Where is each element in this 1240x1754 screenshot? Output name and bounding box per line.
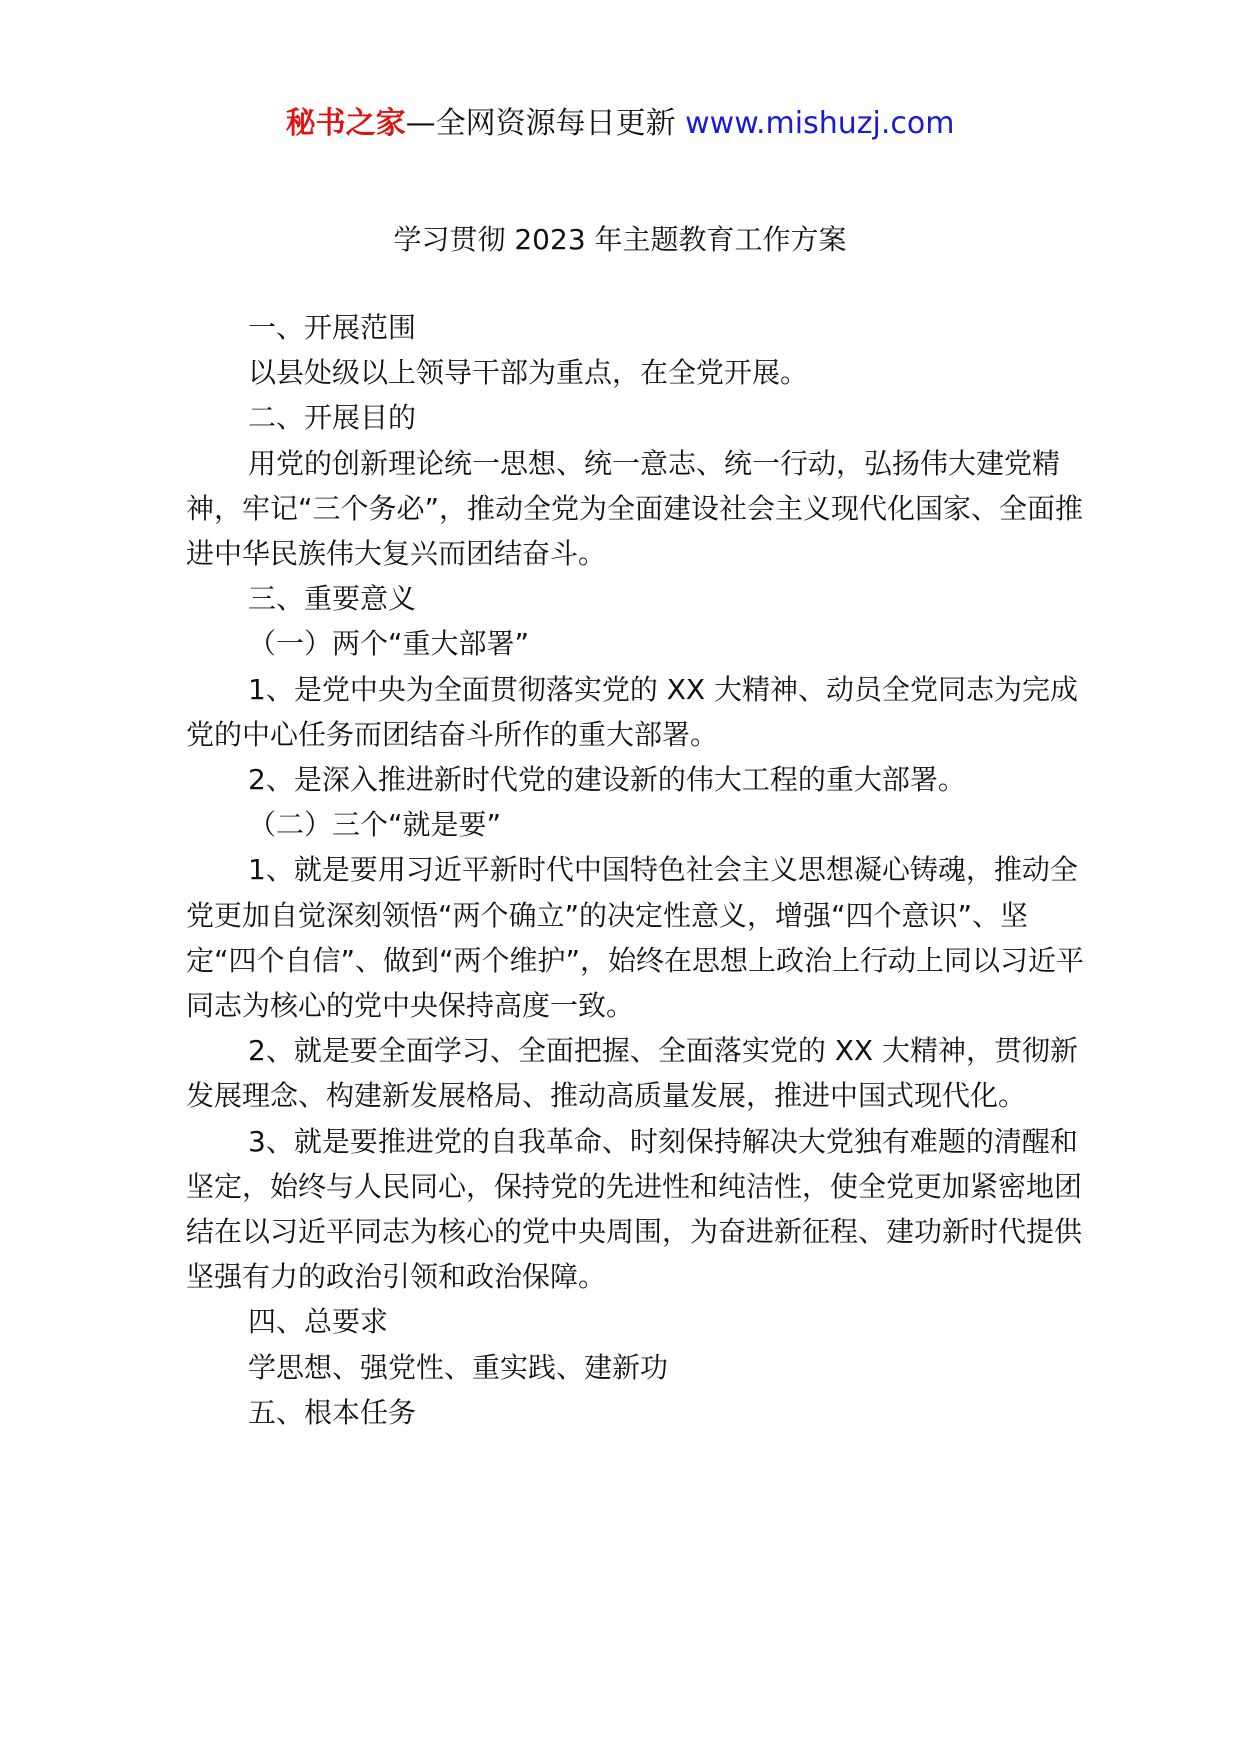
document-title: 学习贯彻 2023 年主题教育工作方案 [393, 223, 847, 256]
site-url-link[interactable]: www.mishuzj.com [685, 106, 955, 141]
document-body [186, 305, 1086, 1435]
paragraph-deployment-1: 1、是党中央为全面贯彻落实党的 XX 大精神、动员全党同志为完成党的中心任务而团结奋斗所作的重大部署。 [186, 672, 1078, 751]
subheading-two-deployments: （一）两个“重大部署” [248, 627, 530, 661]
section-heading-scope: 一、开展范围 [248, 311, 417, 344]
header-tagline: —全网资源每日更新 [405, 106, 686, 141]
paragraph-scope: 以县处级以上领导干部为重点，在全党开展。 [248, 356, 809, 390]
section-heading-significance: 三、重要意义 [248, 582, 417, 616]
section-heading-general-requirements: 四、总要求 [248, 1305, 389, 1339]
paragraph-deployment-2: 2、是深入推进新时代党的建设新的伟大工程的重大部署。 [248, 763, 966, 797]
brand-name: 秘书之家 [285, 106, 406, 141]
paragraph-general-requirements: 学思想、强党性、重实践、建新功 [248, 1350, 669, 1384]
paragraph-must-3: 3、就是要推进党的自我革命、时刻保持解决大党独有难题的清醒和坚定，始终与人民同心，保持党的先进性和纯洁性，使全党更加紧密地团结在以习近平同志为核心的党中央周围，为奋进新征程、建功新时代提供坚强有力的政治引领和政治保障。 [186, 1124, 1083, 1294]
paragraph-must-2: 2、就是要全面学习、全面把握、全面落实党的 XX 大精神，贯彻新发展理念、构建新发展格局、推动高质量发展，推进中国式现代化。 [186, 1034, 1078, 1113]
paragraph-must-1: 1、就是要用习近平新时代中国特色社会主义思想凝心铸魂，推动全党更加自觉深刻领悟“两个确立”的决定性意义，增强“四个意识”、坚定“四个自信”、做到“两个维护”，始终在思想上政治上行动上同以习近平同志为核心的党中央保持高度一致。 [186, 853, 1085, 1023]
site-header [0, 102, 1240, 146]
subheading-three-musts: （二）三个“就是要” [248, 808, 502, 842]
section-heading-fundamental-task: 五、根本任务 [248, 1395, 417, 1429]
paragraph-purpose: 用党的创新理论统一思想、统一意志、统一行动，弘扬伟大建党精神，牢记“三个务必”，推动全党为全面建设社会主义现代化国家、全面推进中华民族伟大复兴而团结奋斗。 [186, 446, 1084, 571]
section-heading-purpose: 二、开展目的 [248, 401, 417, 435]
